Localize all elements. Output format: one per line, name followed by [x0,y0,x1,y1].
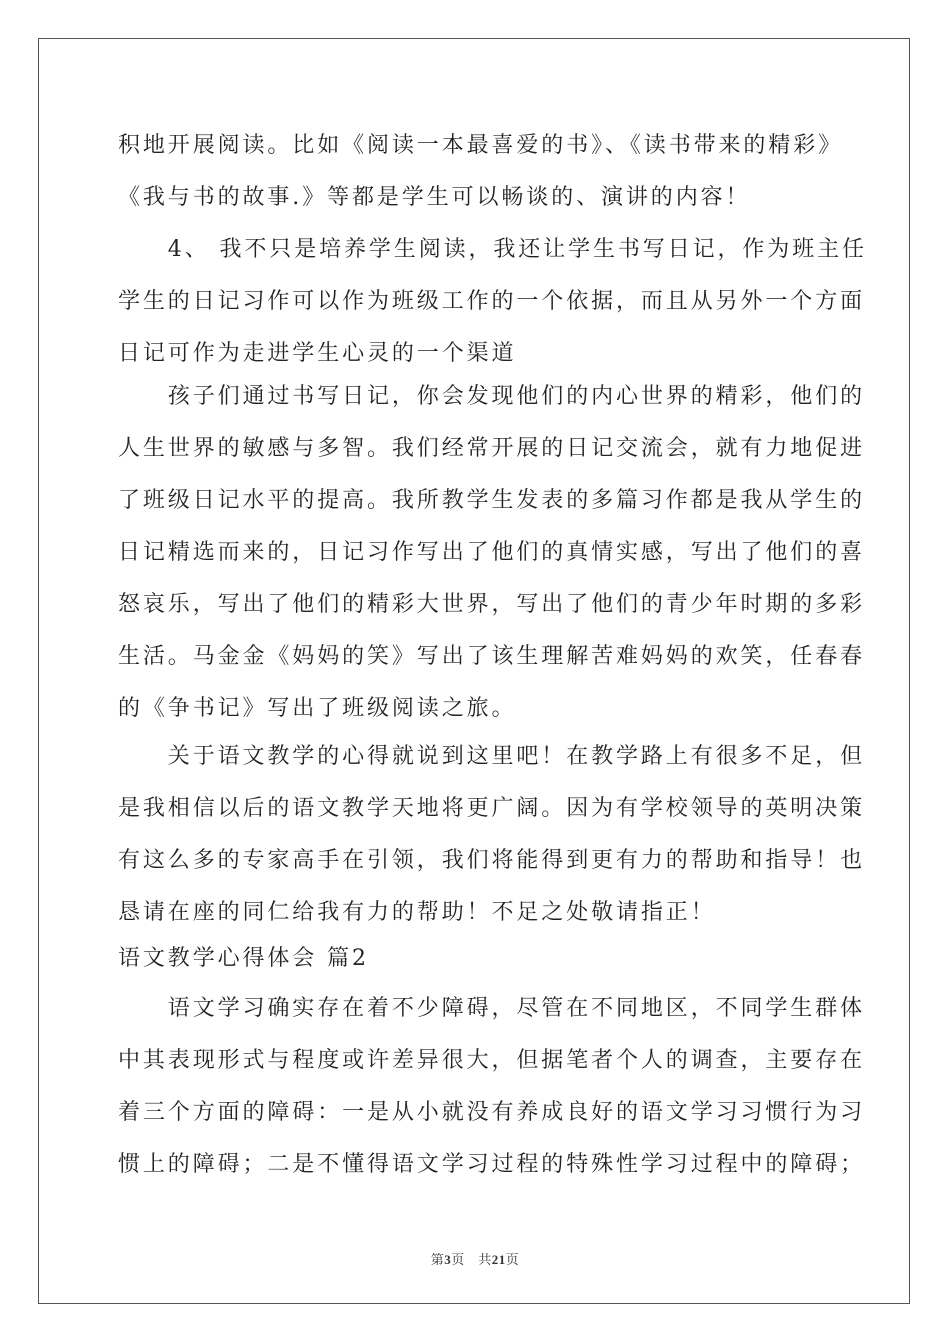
paragraph-line: 日记精选而来的，日记习作写出了他们的真情实感，写出了他们的喜 [118,540,866,565]
page-footer [0,1249,950,1268]
footer-suffix: 页 [505,1252,520,1267]
footer-prefix: 第 [430,1252,445,1267]
paragraph-line: 生活。马金金《妈妈的笑》写出了该生理解苦难妈妈的欢笑，任春春 [118,644,866,669]
paragraph-line: 孩子们通过书写日记，你会发现他们的内心世界的精彩，他们的 [118,384,866,409]
paragraph-line: 着三个方面的障碍：一是从小就没有养成良好的语文学习习惯行为习 [118,1100,866,1125]
paragraph-line: 积地开展阅读。比如《阅读一本最喜爱的书》、《读书带来的精彩》 [118,133,844,158]
current-page-number: 3 [444,1252,452,1267]
section-heading: 语文教学心得体会 篇2 [118,946,369,971]
paragraph-line: 了班级日记水平的提高。我所教学生发表的多篇习作都是我从学生的 [118,488,866,513]
paragraph-line: 学生的日记习作可以作为班级工作的一个依据，而且从另外一个方面 [118,289,866,314]
paragraph-line: 日记可作为走进学生心灵的一个渠道 [118,341,517,366]
footer-middle: 页 共 [451,1252,492,1267]
paragraph-line: 语文学习确实存在着不少障碍，尽管在不同地区，不同学生群体 [118,996,866,1021]
paragraph-line: 中其表现形式与程度或许差异很大，但据笔者个人的调查，主要存在 [118,1048,866,1073]
paragraph-line: 关于语文教学的心得就说到这里吧！在教学路上有很多不足，但 [118,744,866,769]
paragraph-line: 恳请在座的同仁给我有力的帮助！不足之处敬请指正！ [118,900,716,925]
paragraph-line: 人生世界的敏感与多智。我们经常开展的日记交流会，就有力地促进 [118,436,866,461]
paragraph-line: 怒哀乐，写出了他们的精彩大世界，写出了他们的青少年时期的多彩 [118,592,866,617]
paragraph-line: 惯上的障碍；二是不懂得语文学习过程的特殊性学习过程中的障碍； [118,1152,866,1177]
paragraph-line: 是我相信以后的语文教学天地将更广阔。因为有学校领导的英明决策 [118,796,866,821]
paragraph-line: 4、 我不只是培养学生阅读，我还让学生书写日记，作为班主任 [118,237,867,262]
paragraph-line: 有这么多的专家高手在引领，我们将能得到更有力的帮助和指导！也 [118,848,866,873]
paragraph-line: 《我与书的故事.》等都是学生可以畅谈的、演讲的内容！ [118,185,751,210]
paragraph-line: 的《争书记》写出了班级阅读之旅。 [118,696,517,721]
total-pages-number: 21 [491,1252,506,1267]
